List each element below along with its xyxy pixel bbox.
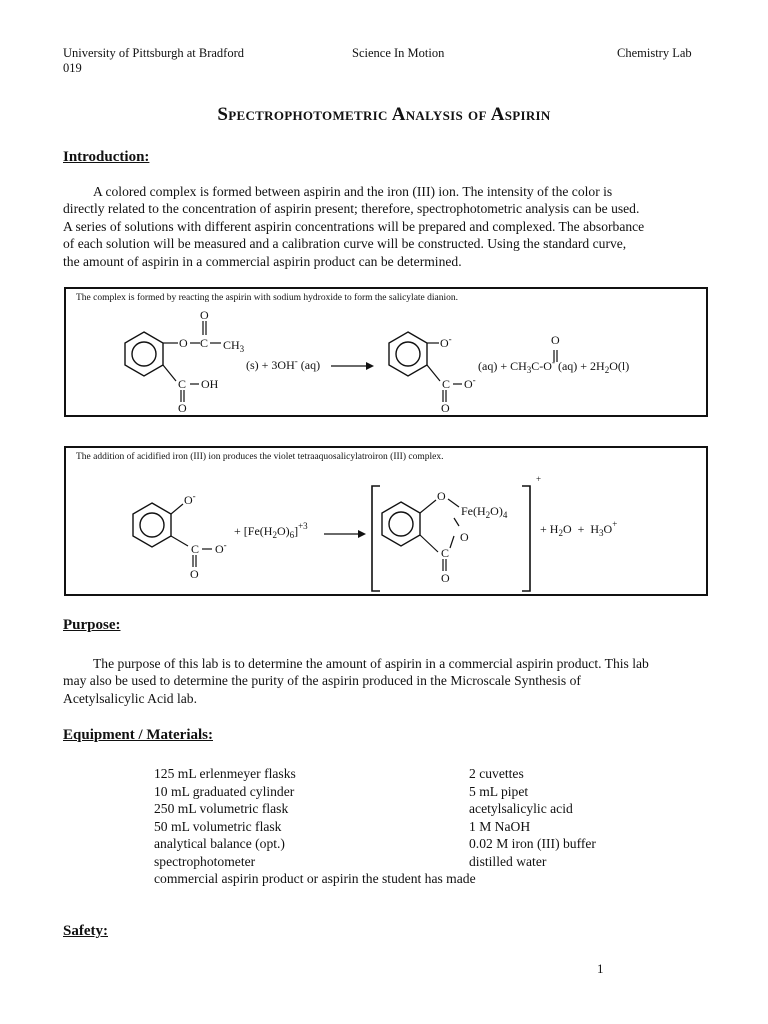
carboxylate-carbon: C [191,542,200,556]
list-item: 0.02 M iron (III) buffer [469,836,596,851]
complex-charge: + [536,474,542,484]
reaction-box-1 [64,287,708,417]
purpose-line: Acetylsalicylic Acid lab. [63,690,198,706]
header-institution: University of Pittsburgh at Bradford [63,46,244,60]
carboxylate-carbon: C [442,377,451,391]
introduction-paragraph [63,183,703,270]
reaction-box-2 [64,446,708,596]
page-title: Spectrophotometric Analysis of Aspirin [217,104,551,125]
reaction-2-caption: The addition of acidified iron (III) ion produces the violet tetraaquosalicylatroiron (III) complex. [76,452,444,462]
list-item: 250 mL volumetric flask [154,801,289,816]
safety-heading: Safety: [63,923,108,939]
benzene-ring [382,502,420,546]
equipment-list-right [469,765,596,870]
reaction-2-reagent: + $[Fe(H_2O)_6]^{+3}$ [234,521,308,540]
header-course: Chemistry Lab [617,46,692,60]
intro-line: A series of solutions with different aspirin concentrations will be prepared and complexed. The absorbance [63,218,645,234]
reaction-1-caption: The complex is formed by reacting the aspirin with sodium hydroxide to form the salicylate dianion. [76,293,459,303]
list-item: 50 mL volumetric flask [154,818,282,834]
intro-line: directly related to the concentration of aspirin present; therefore, spectrophotometric analysis can be used. [63,201,640,217]
carboxylate-carbonyl-oxygen: O [441,401,450,415]
list-item: acetylsalicylic acid [469,801,573,816]
list-item: 10 mL graduated cylinder [154,783,295,799]
purpose-line: The purpose of this lab is to determine the amount of aspirin in a commercial aspirin product. This lab [93,656,649,671]
carboxylate-oxygen: O- [464,375,476,391]
introduction-heading: Introduction: [63,149,150,165]
list-item: distilled water [469,853,547,869]
reaction-2-diagram [66,448,706,594]
acid-carbonyl-oxygen: O [178,401,187,415]
equipment-list-left [154,765,476,888]
methyl-group: $CH_3$ [223,338,245,354]
reaction-1-products: $(aq) + CH_3C-O^-$ $(aq) + 2H_2O(l)$ [478,357,630,375]
list-item: commercial aspirin product or aspirin the student has made [154,871,476,886]
carbonyl-carbon: C [200,336,209,350]
benzene-ring [389,332,427,376]
list-item: analytical balance (opt.) [154,836,285,851]
complex-carboxyl-oxygen: O [460,530,469,544]
list-item: spectrophotometer [154,853,256,869]
list-item: 2 cuvettes [469,766,524,781]
purpose-heading: Purpose: [63,617,121,633]
acid-carbon: C [178,377,187,391]
purpose-line: may also be used to determine the purity of the aspirin produced in the Microscale Synthesis of [63,673,581,689]
list-item: 1 M NaOH [469,818,531,834]
equipment-heading: Equipment / Materials: [63,727,213,743]
purpose-paragraph [63,655,703,707]
acetate-oxygen: O [551,333,560,347]
complex-carbon: C [441,546,450,560]
ester-oxygen: O [179,336,188,350]
acid-hydroxyl: OH [201,377,219,391]
carbonyl-oxygen: O [200,308,209,322]
intro-line: A colored complex is formed between aspirin and the iron (III) ion. The intensity of the color is [93,184,613,199]
benzene-ring [125,332,163,376]
list-item: 125 mL erlenmeyer flasks [154,766,296,781]
intro-line: of each solution will be measured and a calibration curve will be constructed. Using the standard curve, [63,236,627,252]
carboxylate-carbonyl-oxygen: O [190,567,199,581]
list-item: 5 mL pipet [469,783,529,799]
phenoxide-oxygen: O- [184,491,196,507]
phenoxide-oxygen: O- [440,334,452,350]
reaction-2-products: + $H_2O + H_3O^+$ [540,519,618,538]
complex-carbonyl-oxygen: O [441,571,450,585]
header-program: Science In Motion [352,46,445,60]
reaction-1-diagram [66,289,706,415]
page-number: 1 [597,961,604,976]
carboxylate-oxygen: O- [215,540,227,556]
iron-center: $Fe(H_2O)_4$ [461,504,508,520]
complex-phenoxide-oxygen: O [437,489,446,503]
benzene-ring [133,503,171,547]
header-code: 019 [63,61,82,75]
intro-line: the amount of aspirin in a commercial aspirin product can be determined. [63,253,462,269]
reaction-1-reagent: (s) + 3OH- (aq) [246,356,321,372]
